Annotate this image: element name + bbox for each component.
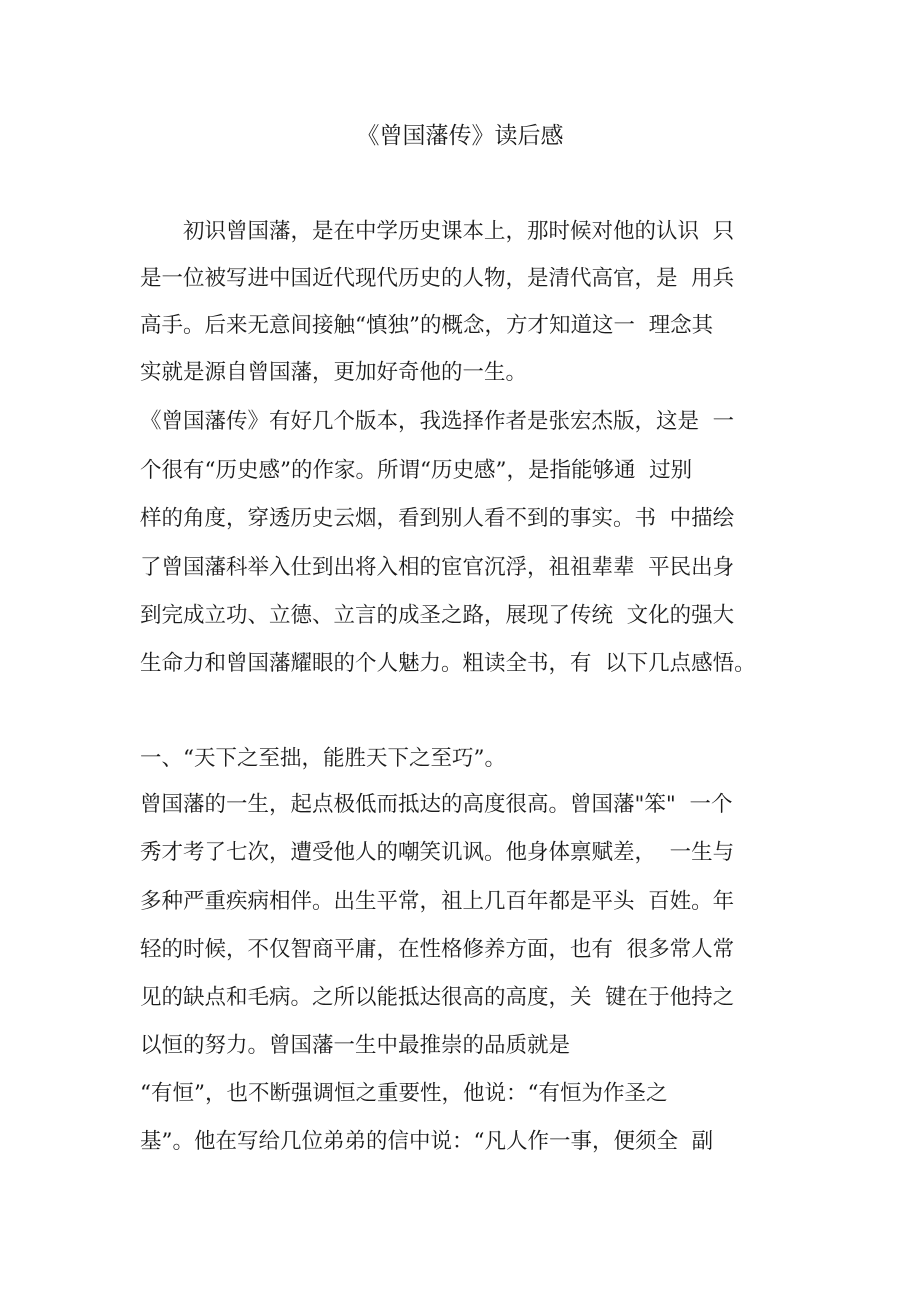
paragraph-line: 见的缺点和毛病。之所以能抵达很高的高度，关 键在于他持之 [140,985,735,1010]
paragraph-line: 高手。后来无意间接触“慎独”的概念，方才知道这一 理念其 [140,313,714,338]
paragraph-line: 生命力和曾国藩耀眼的个人魅力。粗读全书，有 以下几点感悟。 [140,651,756,676]
paragraph-line: 以恒的努力。曾国藩一生中最推崇的品质就是 [140,1033,571,1058]
paragraph-line: 实就是源自曾国藩，更加好奇他的一生。 [140,360,528,385]
paragraph-line: 秀才考了七次，遭受他人的嘲笑讥讽。他身体禀赋差， 一生与 [140,840,735,865]
paragraph-line: 是一位被写进中国近代现代历史的人物，是清代高官，是 用兵 [140,266,735,291]
paragraph-line: “有恒”，也不断强调恒之重要性，他说：“有恒为作圣之 [140,1081,668,1106]
section-heading: 一、“天下之至拙，能胜天下之至巧”。 [140,746,506,771]
paragraph-line: 个很有“历史感”的作家。所谓“历史感”，是指能够通 过别 [140,458,693,483]
paragraph-line: 轻的时候，不仅智商平庸，在性格修养方面，也有 很多常人常 [140,937,735,962]
paragraph-line: 初识曾国藩，是在中学历史课本上，那时候对他的认识 只 [140,219,735,244]
paragraph-line: 多种严重疾病相伴。出生平常，祖上几百年都是平头 百姓。年 [140,889,735,914]
paragraph-line: 样的角度，穿透历史云烟，看到别人看不到的事实。书 中描绘 [140,506,735,531]
paragraph-line: 曾国藩的一生，起点极低而抵达的高度很高。曾国藩"笨" 一个 [140,792,733,817]
paragraph-line: 了曾国藩科举入仕到出将入相的宦官沉浮，祖祖辈辈 平民出身 [140,555,735,580]
document-title: 《曾国藩传》读后感 [356,123,564,149]
paragraph-line: 《曾国藩传》有好几个版本，我选择作者是张宏杰版，这是 一 [140,409,735,434]
paragraph-line: 基”。他在写给几位弟弟的信中说：“凡人作一事，便须全 副 [140,1129,714,1154]
paragraph-line: 到完成立功、立德、立言的成圣之路，展现了传统 文化的强大 [140,603,735,628]
